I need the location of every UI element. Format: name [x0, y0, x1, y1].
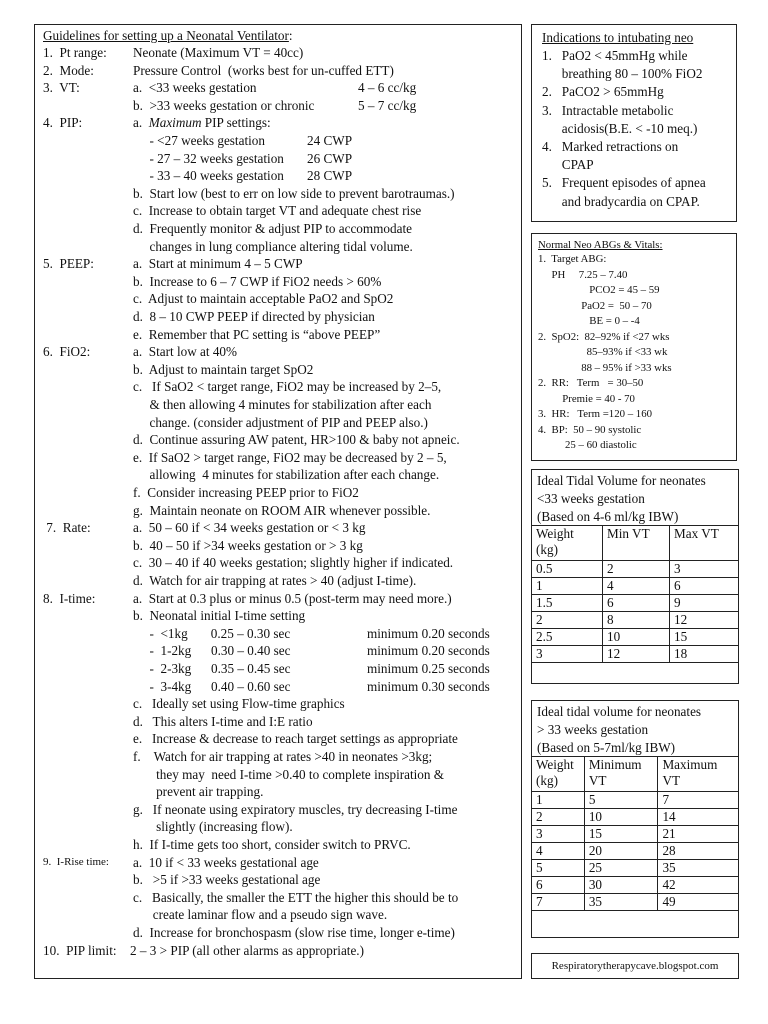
- guideline-value: 26 CWP: [307, 150, 353, 166]
- table-cell: 6: [532, 877, 585, 894]
- table-cell: 12: [670, 612, 739, 629]
- guideline-value: minimum 0.30 seconds: [367, 678, 490, 694]
- guideline-text: b. Neonatal initial I-time setting: [133, 608, 306, 624]
- guideline-text: c. Adjust to maintain acceptable PaO2 and SpO2: [133, 291, 394, 307]
- table-cell: 7: [532, 894, 585, 911]
- column-header: Weight (kg): [532, 526, 603, 561]
- guideline-text: & then allowing 4 minutes for stabilization after each: [133, 397, 432, 412]
- table1-heading: Ideal Tidal Volume for neonates <33 weeks gestation (Based on 4-6 ml/kg IBW): [537, 473, 706, 524]
- emphasis-text: Maximum: [148, 115, 202, 131]
- guideline-text: PIP settings:: [201, 115, 271, 131]
- column-header: Minimum VT: [584, 757, 658, 792]
- table-cell: 35: [584, 894, 658, 911]
- guideline-section-label: 9. I-Rise time:: [43, 855, 109, 868]
- guideline-text: - <1kg 0.25 – 0.30 sec: [133, 625, 291, 641]
- table-cell: 25: [584, 860, 658, 877]
- guideline-value: 24 CWP: [307, 133, 353, 148]
- guideline-text: slightly (increasing flow).: [133, 819, 293, 835]
- table-cell: 15: [670, 629, 739, 646]
- table-cell: 2.5: [532, 629, 603, 646]
- table-row: [532, 877, 739, 894]
- guideline-text: create laminar flow and a pseudo sign wave.: [133, 907, 388, 923]
- guideline-text: f. Watch for air trapping at rates >40 in neonates >3kg;: [133, 749, 433, 764]
- ventilator-guidelines-panel: [34, 24, 522, 979]
- table-row: [532, 843, 739, 860]
- indications-title: Indications to intubating neo: [542, 30, 694, 45]
- indication-item: 5. Frequent episodes of apnea: [542, 175, 706, 191]
- table-cell: 14: [658, 809, 739, 826]
- table2-heading: Ideal tidal volume for neonates > 33 weeks gestation (Based on 5-7ml/kg IBW): [537, 704, 702, 755]
- table-cell: 2: [532, 612, 603, 629]
- normal-abg-vitals-panel: [531, 233, 737, 461]
- table-row: [532, 860, 739, 877]
- abg-item: 4. BP: 50 – 90 systolic: [538, 423, 642, 436]
- guideline-section-label: 6. FiO2:: [43, 344, 91, 360]
- guideline-text: prevent air trapping.: [133, 784, 264, 800]
- guideline-value: 4 – 6 cc/kg: [358, 80, 417, 96]
- guideline-text: d. Continue assuring AW patent, HR>100 & baby not apneic.: [133, 432, 460, 448]
- table-row: [532, 809, 739, 826]
- abg-item: BE = 0 – -4: [538, 315, 640, 327]
- guidelines-title: Guidelines for setting up a Neonatal Ventilator: [43, 28, 289, 43]
- guideline-text: e. If SaO2 > target range, FiO2 may be decreased by 2 – 5,: [133, 449, 447, 465]
- guideline-text: a. 10 if < 33 weeks gestational age: [133, 854, 319, 870]
- table-row: [532, 629, 739, 646]
- table-cell: 3: [532, 646, 603, 663]
- table-cell: 30: [584, 877, 658, 894]
- guideline-text: a. Start at 0.3 plus or minus 0.5 (post-term may need more.): [133, 590, 452, 606]
- table-cell: 4: [603, 578, 670, 595]
- table-row: [532, 826, 739, 843]
- table-cell: 18: [670, 646, 739, 663]
- guideline-text: g. Maintain neonate on ROOM AIR whenever possible.: [133, 502, 431, 518]
- guideline-text: b. >33 weeks gestation or chronic: [133, 97, 315, 113]
- guideline-text: a. Start low at 40%: [133, 344, 238, 360]
- table-row: [532, 561, 739, 578]
- column-header: Max VT: [670, 526, 739, 561]
- guideline-text: b. Adjust to maintain target SpO2: [133, 361, 314, 377]
- table-cell: 5: [532, 860, 585, 877]
- guideline-text: d. This alters I-time and I:E ratio: [133, 713, 313, 729]
- table-row: [532, 894, 739, 911]
- column-header: Weight (kg): [532, 757, 585, 792]
- guideline-text: g. If neonate using expiratory muscles, try decreasing I-time: [133, 801, 458, 817]
- guideline-section-label: 2. Mode:: [43, 62, 94, 78]
- guideline-section-label: 5. PEEP:: [43, 256, 94, 272]
- abg-item: Premie = 40 - 70: [538, 392, 635, 405]
- abg-item: 2. RR: Term = 30–50: [538, 377, 644, 389]
- table-cell: 6: [670, 578, 739, 595]
- abg-item: 85–93% if <33 wk: [538, 346, 668, 358]
- table-row: [532, 595, 739, 612]
- guideline-text: allowing 4 minutes for stabilization after each change.: [133, 467, 440, 483]
- table-cell: 5: [584, 792, 658, 809]
- table-cell: 42: [658, 877, 739, 894]
- guideline-text: a. 50 – 60 if < 34 weeks gestation or < 3 kg: [133, 520, 366, 536]
- table-cell: 49: [658, 894, 739, 911]
- table-cell: 10: [603, 629, 670, 646]
- table-cell: 3: [670, 561, 739, 578]
- guideline-text: b. Start low (best to err on low side to prevent barotraumas.): [133, 185, 455, 201]
- guideline-value: 5 – 7 cc/kg: [358, 97, 417, 113]
- indication-item: acidosis(B.E. < -10 meq.): [542, 120, 698, 136]
- intubation-indications-panel: [531, 24, 737, 222]
- guideline-value: minimum 0.20 seconds: [367, 625, 490, 641]
- table-header-row: [532, 526, 739, 561]
- guideline-text: a. <33 weeks gestation: [133, 80, 257, 96]
- table-row: [532, 612, 739, 629]
- guideline-text: c. 30 – 40 if 40 weeks gestation; slightly higher if indicated.: [133, 555, 454, 571]
- abg-item: 25 – 60 diastolic: [538, 439, 637, 451]
- guideline-text: c. If SaO2 < target range, FiO2 may be increased by 2–5,: [133, 379, 442, 395]
- indication-item: CPAP: [542, 157, 594, 173]
- guideline-text: d. 8 – 10 CWP PEEP if directed by physician: [133, 309, 375, 324]
- guideline-text: c. Increase to obtain target VT and adequate chest rise: [133, 203, 422, 219]
- table-row: [532, 646, 739, 663]
- table-row: [532, 578, 739, 595]
- guideline-text: - 27 – 32 weeks gestation: [133, 150, 284, 166]
- table-cell: 0.5: [532, 561, 603, 578]
- table-cell: 1: [532, 792, 585, 809]
- table-cell: 2: [532, 809, 585, 826]
- table-cell: 12: [603, 646, 670, 663]
- guideline-text: d. Frequently monitor & adjust PIP to accommodate: [133, 221, 412, 236]
- guideline-text: f. Consider increasing PEEP prior to FiO2: [133, 485, 359, 500]
- indication-item: and bradycardia on CPAP.: [542, 193, 700, 209]
- table-cell: 7: [658, 792, 739, 809]
- guideline-text: - 1-2kg 0.30 – 0.40 sec: [133, 643, 291, 659]
- abg-item: PCO2 = 45 – 59: [538, 284, 660, 296]
- table-header-row: [532, 757, 739, 792]
- abg-item: 2. SpO2: 82–92% if <27 wks: [538, 330, 670, 343]
- column-header: Maximum VT: [658, 757, 739, 792]
- guideline-text: Pressure Control (works best for un-cuffed ETT): [133, 62, 394, 78]
- table-cell: 2: [603, 561, 670, 578]
- guideline-text: b. 40 – 50 if >34 weeks gestation or > 3 kg: [133, 537, 363, 553]
- table-cell: 1: [532, 578, 603, 595]
- guideline-section-label: 3. VT:: [43, 80, 80, 96]
- table-cell: 35: [658, 860, 739, 877]
- table-cell: 1.5: [532, 595, 603, 612]
- tidal-volume-under-33wk-panel: [531, 469, 739, 684]
- tidal-volume-table-over-33wk: [531, 756, 739, 911]
- indication-item: 1. PaO2 < 45mmHg while: [542, 48, 688, 63]
- abg-title: Normal Neo ABGs & Vitals:: [538, 239, 663, 251]
- table-cell: 20: [584, 843, 658, 860]
- table-cell: 15: [584, 826, 658, 843]
- source-footer: Respiratorytherapycave.blogspot.com: [531, 953, 739, 979]
- guideline-text: c. Ideally set using Flow-time graphics: [133, 696, 345, 712]
- abg-item: 1. Target ABG:: [538, 253, 607, 265]
- abg-item: 3. HR: Term =120 – 160: [538, 408, 652, 420]
- abg-item: 88 – 95% if >33 wks: [538, 361, 672, 374]
- guideline-text: a.: [133, 115, 149, 131]
- abg-item: PaO2 = 50 – 70: [538, 299, 652, 312]
- guideline-text: change. (consider adjustment of PIP and PEEP also.): [133, 414, 428, 430]
- guideline-section-label: 10. PIP limit:: [43, 942, 117, 958]
- guideline-text: 2 – 3 > PIP (all other alarms as appropriate.): [130, 942, 365, 958]
- abg-item: PH 7.25 – 7.40: [538, 268, 628, 281]
- guideline-text: h. If I-time gets too short, consider switch to PRVC.: [133, 837, 411, 852]
- guideline-text: c. Basically, the smaller the ETT the higher this should be to: [133, 889, 459, 905]
- table-row: [532, 792, 739, 809]
- table-cell: 3: [532, 826, 585, 843]
- table-cell: 8: [603, 612, 670, 629]
- guideline-text: e. Increase & decrease to reach target settings as appropriate: [133, 731, 458, 747]
- table-cell: 28: [658, 843, 739, 860]
- guideline-section-label: 1. Pt range:: [43, 45, 107, 60]
- guideline-text: Neonate (Maximum VT = 40cc): [133, 45, 304, 60]
- tidal-volume-table-under-33wk: [531, 525, 739, 663]
- guideline-text: d. Watch for air trapping at rates > 40 (adjust I-time).: [133, 573, 417, 588]
- guideline-value: minimum 0.20 seconds: [367, 643, 490, 659]
- guideline-text: d. Increase for bronchospasm (slow rise time, longer e-time): [133, 925, 455, 940]
- guideline-section-label: 4. PIP:: [43, 115, 83, 131]
- guideline-text: [133, 114, 271, 131]
- table-cell: 9: [670, 595, 739, 612]
- guideline-text: - 33 – 40 weeks gestation: [133, 168, 284, 184]
- guidelines-title-row: Guidelines for setting up a Neonatal Ventilator:: [43, 28, 293, 43]
- column-header: Min VT: [603, 526, 670, 561]
- table-cell: 4: [532, 843, 585, 860]
- guideline-text: e. Remember that PC setting is “above PEEP”: [133, 326, 381, 342]
- guideline-text: changes in lung compliance altering tidal volume.: [133, 238, 413, 254]
- guideline-section-label: 8. I-time:: [43, 590, 96, 606]
- guideline-value: minimum 0.25 seconds: [367, 661, 490, 676]
- tidal-volume-over-33wk-panel: [531, 700, 739, 938]
- indication-item: breathing 80 – 100% FiO2: [542, 66, 703, 82]
- table-cell: 10: [584, 809, 658, 826]
- indication-item: 2. PaCO2 > 65mmHg: [542, 84, 664, 100]
- guideline-text: - 3-4kg 0.40 – 0.60 sec: [133, 678, 291, 694]
- guideline-section-label: 7. Rate:: [43, 520, 91, 536]
- guideline-text: - <27 weeks gestation: [133, 133, 265, 148]
- guideline-text: b. Increase to 6 – 7 CWP if FiO2 needs > 60%: [133, 273, 382, 289]
- table-cell: 21: [658, 826, 739, 843]
- indication-item: 4. Marked retractions on: [542, 139, 679, 154]
- guideline-value: 28 CWP: [307, 168, 353, 184]
- table-cell: 6: [603, 595, 670, 612]
- indication-item: 3. Intractable metabolic: [542, 102, 674, 118]
- guideline-text: a. Start at minimum 4 – 5 CWP: [133, 256, 303, 272]
- guideline-text: - 2-3kg 0.35 – 0.45 sec: [133, 661, 291, 676]
- guideline-text: b. >5 if >33 weeks gestational age: [133, 872, 321, 888]
- guideline-text: they may need I-time >0.40 to complete inspiration &: [133, 766, 445, 782]
